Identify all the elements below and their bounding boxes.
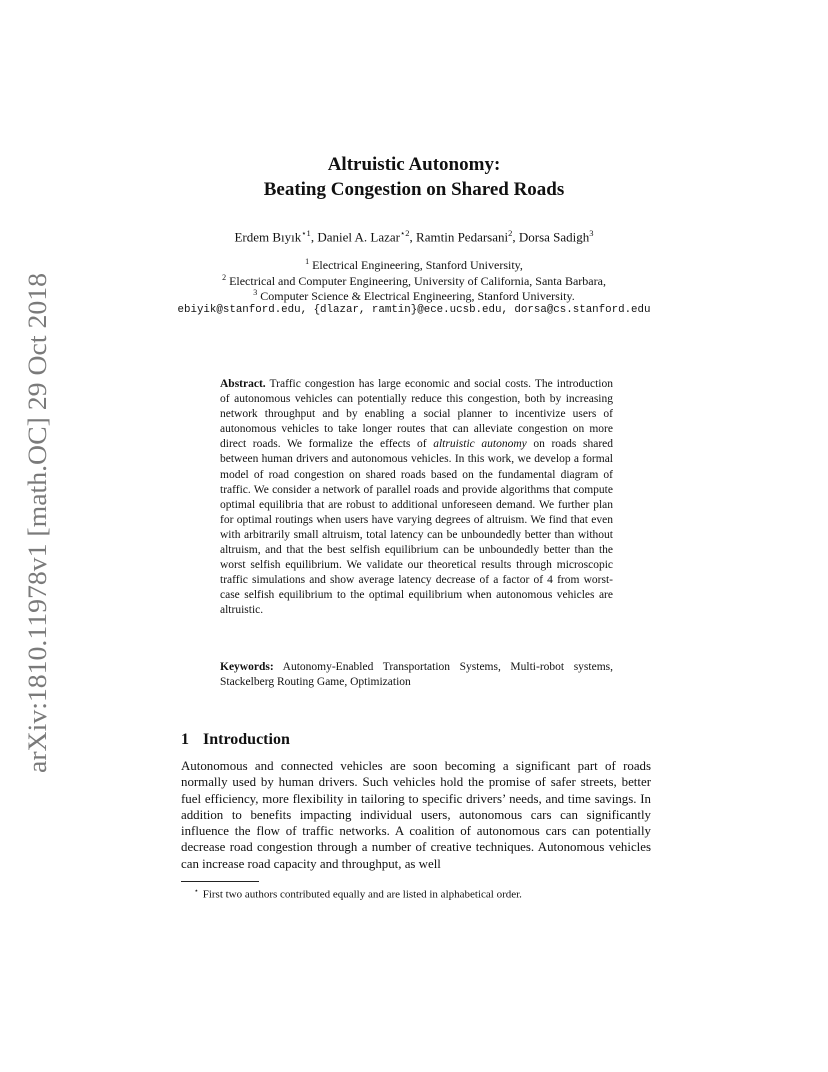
footnote-rule	[181, 881, 259, 882]
author-name: Ramtin Pedarsani	[416, 229, 509, 245]
paper-title-line-1: Altruistic Autonomy:	[327, 154, 501, 175]
abstract-text: Traffic congestion has large economic and social costs. The introduction of autonomous vehicles can potentially reduce this congestion, both by increasing network throughput and by enabling a social planner to incentivize users of autonomous vehicles to take longer routes that can alleviate congestion on more direct roads. We formalize the effects of	[220, 378, 613, 451]
footnote	[194, 886, 522, 901]
author-mark: ⋆2	[399, 228, 410, 238]
affiliation-text: Electrical Engineering, Stanford University,	[312, 258, 523, 272]
section-heading	[181, 731, 290, 749]
author-mark: ⋆1	[301, 228, 311, 238]
author-mark: 2	[508, 228, 513, 238]
affiliation	[0, 288, 828, 304]
author-name: Erdem Bıyık	[234, 229, 302, 245]
author-emails: ebiyik@stanford.edu, {dlazar, ramtin}@ece.ucsb.edu, dorsa@cs.stanford.edu	[177, 304, 651, 316]
intro-paragraph: Autonomous and connected vehicles are soon becoming a significant part of roads normally used by human drivers. Such vehicles hold the promise of safer streets, better fuel efficiency, more flexibility in tailoring to specific drivers’ needs, and time savings. In addition to benefits impacting individual users, autonomous cars can significantly influence the flow of traffic networks. A coalition of autonomous cars can potentially decrease road congestion through a number of creative techniques. Autonomous vehicles can increase road capacity and throughput, as well	[181, 759, 651, 871]
affiliation	[0, 257, 828, 273]
author-name: Dorsa Sadigh	[518, 229, 590, 245]
footnote-text: First two authors contributed equally and are listed in alphabetical order.	[202, 888, 522, 901]
affiliation-text: Electrical and Computer Engineering, University of California, Santa Barbara,	[229, 274, 606, 288]
keywords-text: Autonomy-Enabled Transportation Systems, Multi-robot systems, Stackelberg Routing Game, Optimization	[220, 661, 613, 689]
abstract-emphasis: altruistic autonomy	[433, 438, 527, 451]
section-number: 1	[181, 731, 189, 748]
affiliation	[0, 273, 828, 289]
section-title: Introduction	[203, 731, 290, 748]
arxiv-id-text: arXiv:1810.11978v1 [math.OC] 29 Oct 2018	[23, 304, 52, 773]
paper-title-line-2: Beating Congestion on Shared Roads	[263, 179, 565, 200]
arxiv-side-stamp	[14, 270, 58, 775]
keywords	[220, 660, 613, 690]
abstract	[220, 377, 613, 619]
affiliation-number: 3	[253, 288, 258, 297]
affiliation-number: 1	[305, 257, 310, 266]
abstract-label: Abstract.	[220, 378, 266, 390]
keywords-label: Keywords:	[220, 661, 274, 673]
author-mark: 3	[589, 228, 594, 238]
affiliation-number: 2	[222, 273, 227, 282]
affiliation-text: Computer Science & Electrical Engineering, Stanford University.	[260, 289, 575, 303]
author-name: Daniel A. Lazar	[317, 229, 400, 245]
author-list: Erdem Bıyık$^{⋆1}$, Daniel A. Lazar$^{⋆2}$, Ramtin Pedarsani$^2$, Dorsa Sadigh$^3$	[234, 228, 594, 245]
footnote-mark: ⋆	[194, 886, 199, 895]
abstract-text-cont: on roads shared between human drivers and autonomous vehicles. In this work, we develop a formal model of road congestion on shared roads based on the fundamental diagram of traffic. We consider a network of parallel roads and provide algorithms that compute optimal equilibria that are robust to additional unforeseen demand. We further plan for optimal routings when users have varying degrees of altruism. We find that even with arbitrarily small altruism, total latency can be unboundedly better than without altruism, and that the best selfish equilibrium can be unboundedly better than the worst selfish equilibrium. We validate our theoretical results through microscopic traffic simulations and show average latency decrease of a factor of 4 from worst-case selfish equilibrium to the optimal equilibrium when autonomous vehicles are altruistic.	[220, 438, 614, 617]
